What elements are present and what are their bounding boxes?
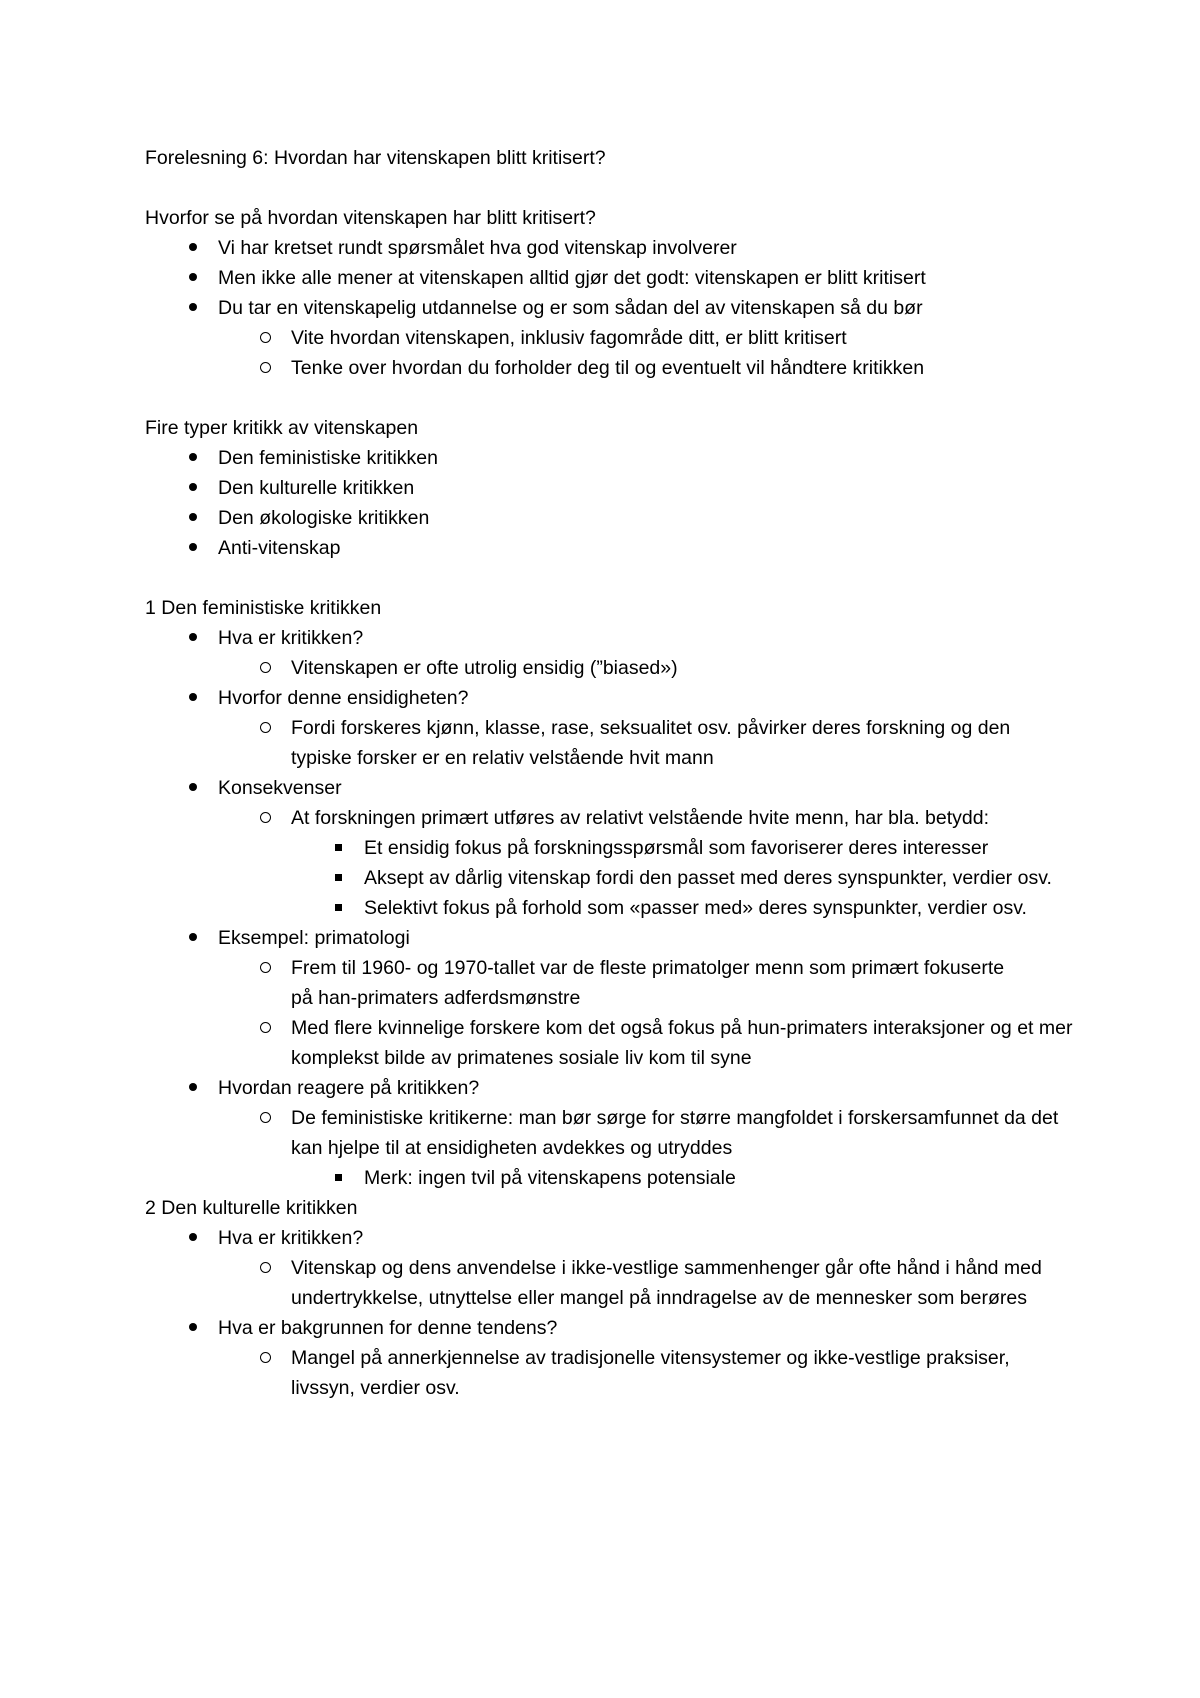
section-heading-why: Hvorfor se på hvordan vitenskapen har blitt kritisert?: [145, 207, 596, 229]
list-item: Selektivt fokus på forhold som «passer med» deres synspunkter, verdier osv.: [145, 893, 1054, 923]
list-item: Vi har kretset rundt spørsmålet hva god vitenskap involverer: [145, 233, 1085, 263]
list-item: Anti-vitenskap: [145, 533, 1085, 563]
bullet-dot-icon: [183, 923, 203, 953]
bullet-dot-icon: [183, 683, 203, 713]
list-item: Mangel på annerkjennelse av tradisjonelle vitensystemer og ikke-vestlige praksiser, livssyn, verdier osv.: [145, 1343, 1071, 1403]
list-item: Vite hvordan vitenskapen, inklusiv fagområde ditt, er blitt kritisert: [145, 323, 1085, 353]
bullet-dot-icon: [183, 293, 203, 323]
bullet-circle-icon: [255, 1343, 275, 1373]
bullet-square-icon: [328, 1163, 348, 1193]
bullet-square-icon: [328, 893, 348, 923]
list-item: At forskningen primært utføres av relativt velstående hvite menn, har bla. betydd:: [145, 803, 1031, 833]
bullet-circle-icon: [255, 953, 275, 983]
bullet-circle-icon: [255, 713, 275, 743]
document-body: [145, 143, 1085, 1403]
bullet-dot-icon: [183, 263, 203, 293]
bullet-circle-icon: [255, 1103, 275, 1133]
section-heading-feminist: 1 Den feministiske kritikken: [145, 597, 382, 619]
list-item: Hva er kritikken?: [145, 1223, 1085, 1253]
bullet-square-icon: [328, 863, 348, 893]
bullet-square-icon: [328, 833, 348, 863]
bullet-dot-icon: [183, 443, 203, 473]
bullet-dot-icon: [183, 1313, 203, 1343]
list-item: Eksempel: primatologi: [145, 923, 1085, 953]
bullet-circle-icon: [255, 323, 275, 353]
list-item: Den kulturelle kritikken: [145, 473, 1085, 503]
list-item: Den feministiske kritikken: [145, 443, 1085, 473]
bullet-circle-icon: [255, 653, 275, 683]
section-heading-types: Fire typer kritikk av vitenskapen: [145, 417, 419, 439]
list-item: Frem til 1960- og 1970-tallet var de fleste primatolger menn som primært fokuserte på han-primaters adferdsmønstre: [145, 953, 1031, 1013]
list-item: Med flere kvinnelige forskere kom det også fokus på hun-primaters interaksjoner og et mer komplekst bilde av primatenes sosiale liv kom til syne: [145, 1013, 1081, 1073]
list-item: Fordi forskeres kjønn, klasse, rase, seksualitet osv. påvirker deres forskning og den typiske forsker er en relativ velstående hvit mann: [145, 713, 1051, 773]
list-item: Tenke over hvordan du forholder deg til og eventuelt vil håndtere kritikken: [145, 353, 1085, 383]
section-heading-cultural: 2 Den kulturelle kritikken: [145, 1197, 358, 1219]
list-item: Hvordan reagere på kritikken?: [145, 1073, 1085, 1103]
bullet-dot-icon: [183, 623, 203, 653]
list-item: Vitenskapen er ofte utrolig ensidig (”biased»): [145, 653, 1085, 683]
list-item: Hva er bakgrunnen for denne tendens?: [145, 1313, 1085, 1343]
list-item: Vitenskap og dens anvendelse i ikke-vestlige sammenhenger går ofte hånd i hånd med undertrykkelse, utnyttelse eller mangel på inndragelse av de mennesker som berøres: [145, 1253, 1071, 1313]
bullet-circle-icon: [255, 353, 275, 383]
bullet-dot-icon: [183, 773, 203, 803]
list-item: Et ensidig fokus på forskningsspørsmål som favoriserer deres interesser: [145, 833, 1004, 863]
bullet-circle-icon: [255, 803, 275, 833]
document-title: Forelesning 6: Hvordan har vitenskapen blitt kritisert?: [145, 147, 606, 169]
bullet-dot-icon: [183, 473, 203, 503]
list-item: Konsekvenser: [145, 773, 1085, 803]
list-item: Hvorfor denne ensidigheten?: [145, 683, 1085, 713]
bullet-dot-icon: [183, 1223, 203, 1253]
bullet-dot-icon: [183, 503, 203, 533]
bullet-dot-icon: [183, 233, 203, 263]
bullet-circle-icon: [255, 1013, 275, 1043]
list-item: De feministiske kritikerne: man bør sørge for større mangfoldet i forskersamfunnet da det kan hjelpe til at ensidigheten avdekkes og utryddes: [145, 1103, 1081, 1163]
list-item: Merk: ingen tvil på vitenskapens potensiale: [145, 1163, 1085, 1193]
list-item: Men ikke alle mener at vitenskapen alltid gjør det godt: vitenskapen er blitt kritisert: [145, 263, 1085, 293]
list-item: Hva er kritikken?: [145, 623, 1085, 653]
list-item: Den økologiske kritikken: [145, 503, 1085, 533]
bullet-circle-icon: [255, 1253, 275, 1283]
list-item: Du tar en vitenskapelig utdannelse og er som sådan del av vitenskapen så du bør: [145, 293, 1085, 323]
bullet-dot-icon: [183, 1073, 203, 1103]
list-item: Aksept av dårlig vitenskap fordi den passet med deres synspunkter, verdier osv.: [145, 863, 1054, 893]
bullet-dot-icon: [183, 533, 203, 563]
